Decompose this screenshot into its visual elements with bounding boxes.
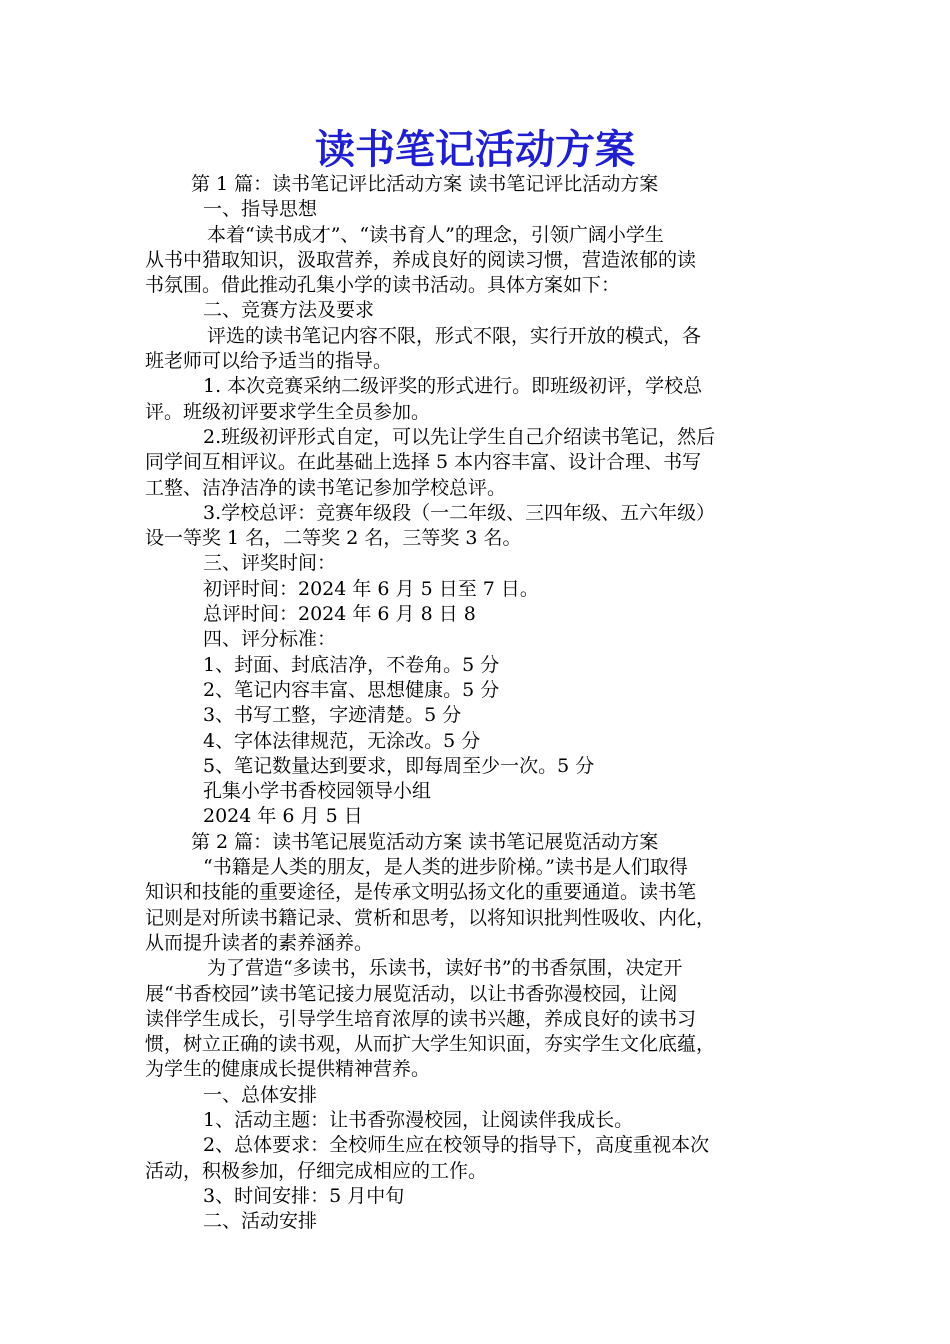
document-title: 读书笔记活动方案 xyxy=(315,127,635,173)
paragraph-line: 展“书香校园”读书笔记接力展览活动，以让书香弥漫校园，让阅 xyxy=(145,982,678,1005)
list-item: 1、封面、封底洁净，不卷角。5 分 xyxy=(203,653,500,676)
paragraph-line: 从而提升读者的素养涵养。 xyxy=(145,931,374,954)
list-item: 4、字体法律规范，无涂改。5 分 xyxy=(203,729,481,752)
paragraph-line: 2.班级初评形式自定，可以先让学生自己介绍读书笔记，然后 xyxy=(203,425,716,448)
paragraph-line: 活动，积极参加，仔细完成相应的工作。 xyxy=(145,1159,488,1182)
section-heading: 第 2 篇：读书笔记展览活动方案 读书笔记展览活动方案 xyxy=(191,830,659,853)
list-item: 5、笔记数量达到要求，即每周至少一次。5 分 xyxy=(203,754,595,777)
paragraph-line: 从书中猎取知识，汲取营养，养成良好的阅读习惯，营造浓郁的读 xyxy=(145,248,697,271)
subheading: 一、总体安排 xyxy=(203,1083,318,1106)
signature-org: 孔集小学书香校园领导小组 xyxy=(203,780,432,803)
paragraph-line: 评。班级初评要求学生全员参加。 xyxy=(145,400,431,423)
paragraph-line: 本着“读书成才”、“读书育人”的理念，引领广阔小学生 xyxy=(207,223,664,246)
document-body xyxy=(145,172,815,1234)
subheading: 一、指导思想 xyxy=(203,198,318,221)
subheading: 二、活动安排 xyxy=(203,1210,318,1233)
section-heading: 第 1 篇：读书笔记评比活动方案 读书笔记评比活动方案 xyxy=(191,173,659,195)
paragraph-line: 评选的读书笔记内容不限，形式不限，实行开放的模式，各 xyxy=(207,324,702,347)
paragraph-line: 1. 本次竞赛采纳二级评奖的形式进行。即班级初评，学校总 xyxy=(203,375,703,398)
paragraph-line: 书氛围。借此推动孔集小学的读书活动。具体方案如下： xyxy=(145,274,621,297)
paragraph-line: 初评时间：2024 年 6 月 5 日至 7 日。 xyxy=(203,577,539,600)
list-item: 2、笔记内容丰富、思想健康。5 分 xyxy=(203,678,500,701)
paragraph-line: 设一等奖 1 名，二等奖 2 名，三等奖 3 名。 xyxy=(145,527,522,550)
paragraph-line: 班老师可以给予适当的指导。 xyxy=(145,350,393,373)
paragraph-line: “书籍是人类的朋友，是人类的进步阶梯。”读书是人们取得 xyxy=(203,856,688,879)
paragraph-line: 工整、洁净洁净的读书笔记参加学校总评。 xyxy=(145,476,507,499)
subheading: 二、竞赛方法及要求 xyxy=(203,299,375,322)
paragraph-line: 为了营造“多读书，乐读书，读好书”的书香氛围，决定开 xyxy=(207,957,683,980)
signature-date: 2024 年 6 月 5 日 xyxy=(203,805,363,828)
paragraph-line: 知识和技能的重要途径，是传承文明弘扬文化的重要通道。读书笔 xyxy=(145,881,697,904)
list-item: 3、时间安排：5 月中旬 xyxy=(203,1184,405,1207)
paragraph-line: 3.学校总评：竞赛年级段（一二年级、三四年级、五六年级） xyxy=(203,501,716,524)
paragraph-line: 同学间互相评议。在此基础上选择 5 本内容丰富、设计合理、书写 xyxy=(145,451,702,474)
subheading: 四、评分标准： xyxy=(203,628,337,651)
paragraph-line: 惯，树立正确的读书观，从而扩大学生知识面，夯实学生文化底蕴， xyxy=(145,1033,716,1056)
paragraph-line: 为学生的健康成长提供精神营养。 xyxy=(145,1058,431,1081)
list-item: 1、活动主题：让书香弥漫校园，让阅读伴我成长。 xyxy=(203,1108,634,1131)
subheading: 三、评奖时间： xyxy=(203,552,337,575)
paragraph-line: 总评时间：2024 年 6 月 8 日 8 xyxy=(203,603,476,626)
list-item: 3、书写工整，字迹清楚。5 分 xyxy=(203,704,462,727)
paragraph-line: 读伴学生成长，引导学生培育浓厚的读书兴趣，养成良好的读书习 xyxy=(145,1007,697,1030)
list-item: 2、总体要求：全校师生应在校领导的指导下，高度重视本次 xyxy=(203,1134,710,1157)
paragraph-line: 记则是对所读书籍记录、赏析和思考，以将知识批判性吸收、内化， xyxy=(145,906,716,929)
